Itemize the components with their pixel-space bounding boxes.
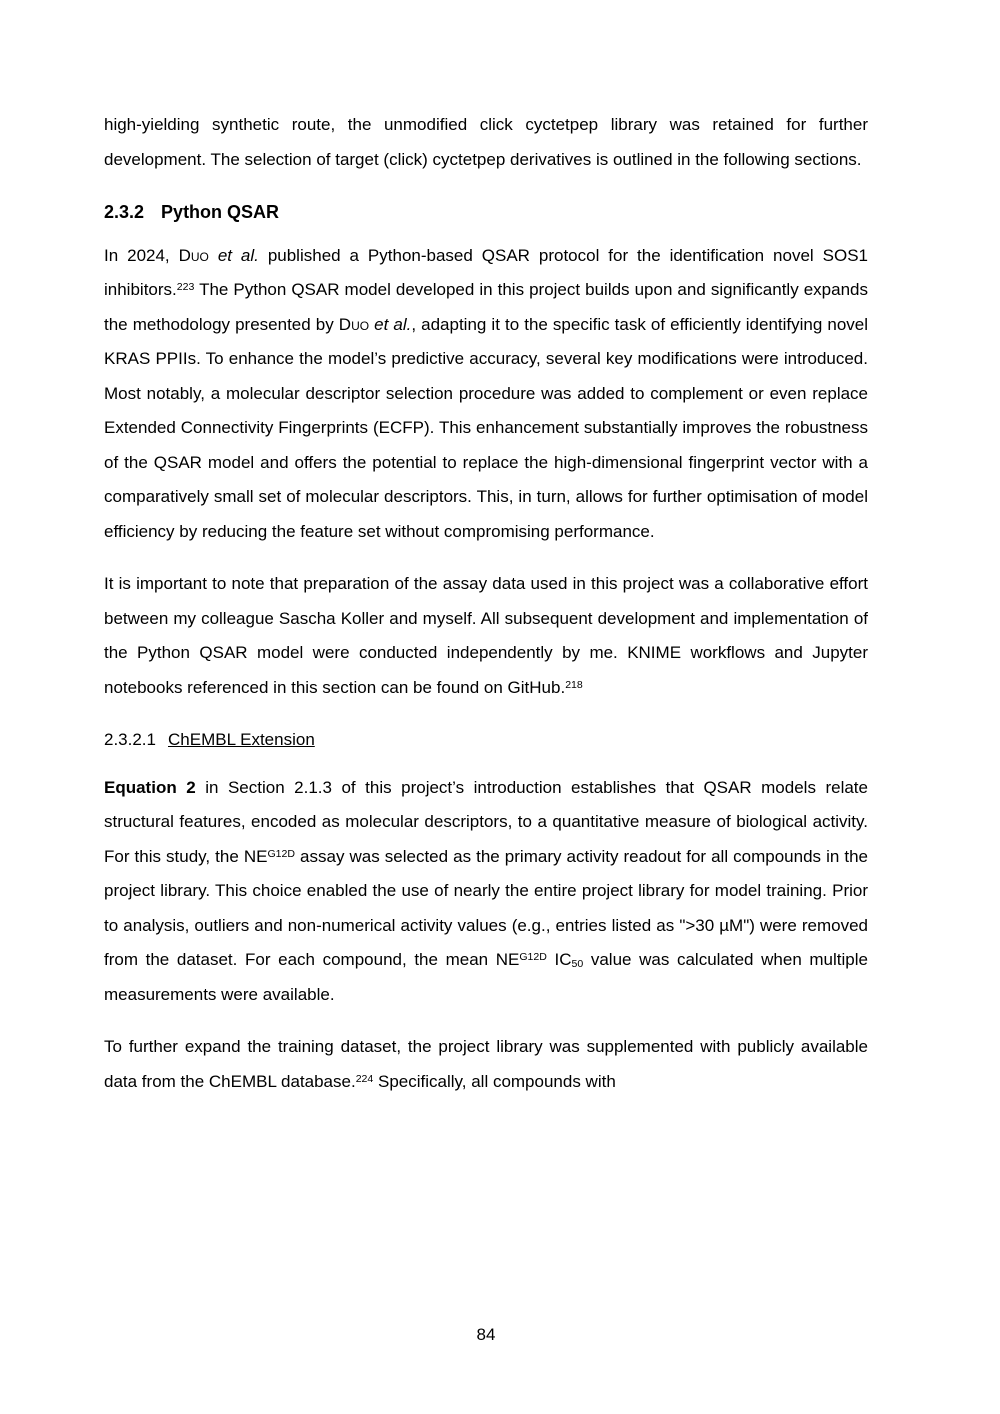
text-run: assay was selected as the primary activity readout for all compounds in the project library. This choice enabled the use of nearly the entire project library for model training. Prior to analysis, outliers and non-numerical activity values (e.g., entries listed as ">30 µM") were removed from the dataset. For each compound, the mean NE xyxy=(104,846,868,969)
text-run: It is important to note that preparation of the assay data used in this project was a collaborative effort between my colleague Sascha Koller and myself. All subsequent development and implementation of the Python QSAR model were conducted independently by me. KNIME workflows and Jupyter notebooks referenced in this section can be found on GitHub. xyxy=(104,574,868,697)
text-run: 224 xyxy=(355,1072,374,1085)
text-run: high-yielding synthetic route, the unmodified click cyctetpep library was retained for further development. The selection of target (click) cyctetpep derivatives is outlined in the following sections. xyxy=(104,115,868,169)
subsection-title: ChEMBL Extension xyxy=(168,730,315,749)
text-run: Equation 2 xyxy=(104,777,196,797)
subsection-heading-chembl xyxy=(104,723,868,758)
text-run: value was calculated when multiple measurements were available. xyxy=(104,950,868,1004)
section-heading-python-qsar xyxy=(104,195,868,230)
paragraph-equation xyxy=(104,771,868,1013)
subsection-number: 2.3.2.1 xyxy=(104,730,156,749)
text-run: In 2024, xyxy=(104,245,179,265)
text-run: G12D xyxy=(519,951,547,964)
text-run: et al. xyxy=(374,314,412,334)
text-run: Duo xyxy=(338,314,370,334)
paragraph-collaboration xyxy=(104,567,868,705)
document-page xyxy=(104,108,868,1117)
text-run: in Section 2.1.3 of this project’s introduction establishes that QSAR models relate structural features, encoded as molecular descriptors, to a quantitative measure of biological activity. For this study, the NE xyxy=(104,777,868,866)
page-number: 84 xyxy=(476,1325,496,1344)
text-run: G12D xyxy=(267,847,295,860)
text-run: IC xyxy=(546,950,572,969)
paragraph-chembl-supplement xyxy=(104,1030,868,1099)
text-run: Specifically, all compounds with xyxy=(373,1071,616,1091)
text-run: published a Python-based QSAR protocol for the identification novel SOS1 inhibitors. xyxy=(104,245,868,299)
section-title: Python QSAR xyxy=(161,202,280,222)
text-run: 223 xyxy=(176,281,195,294)
section-number: 2.3.2 xyxy=(104,202,145,222)
paragraph-qsar-overview xyxy=(104,239,868,550)
text-run: , adapting it to the specific task of efficiently identifying novel KRAS PPIIs. To enhance the model’s predictive accuracy, several key modifications were introduced. Most notably, a molecular descriptor selection procedure was added to complement or even replace Extended Connectivity Fingerprints (ECFP). This enhancement substantially improves the robustness of the QSAR model and offers the potential to replace the high-dimensional fingerprint vector with a comparatively small set of molecular descriptors. This, in turn, allows for further optimisation of model efficiency by reducing the feature set without compromising performance. xyxy=(104,314,869,541)
text-run: et al. xyxy=(217,245,259,265)
text-run: 50 xyxy=(571,957,584,970)
text-run: The Python QSAR model developed in this project builds upon and significantly expands the methodology presented by xyxy=(104,280,868,334)
text-run: Duo xyxy=(178,245,209,265)
text-run xyxy=(209,246,218,265)
text-run: 218 xyxy=(565,678,583,691)
paragraph-intro xyxy=(104,108,868,177)
text-run: To further expand the training dataset, the project library was supplemented with publicly available data from the ChEMBL database. xyxy=(104,1037,868,1091)
